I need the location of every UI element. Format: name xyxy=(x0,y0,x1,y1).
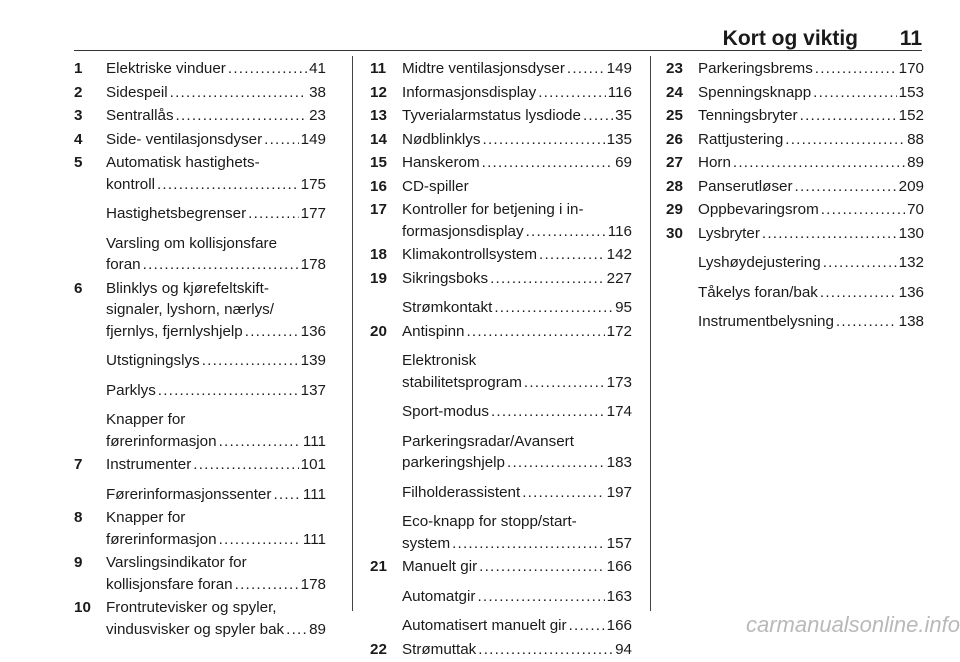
entry-line xyxy=(106,321,326,343)
entry-text: Informasjonsdisplay xyxy=(402,83,537,101)
page-reference: 197 xyxy=(606,483,632,501)
entry-text: Eco-knapp for stopp/start- xyxy=(402,513,577,530)
watermark: carmanualsonline.info xyxy=(745,612,960,637)
dot-leader xyxy=(482,152,613,174)
dot-leader xyxy=(264,129,298,151)
entry-text: Tenningsbryter xyxy=(698,107,798,124)
entry-line xyxy=(698,58,924,80)
entry-text: Parklys xyxy=(106,381,156,399)
entry-line xyxy=(106,254,326,276)
entry-text: Oppbevaringsrom xyxy=(698,201,819,218)
entry-text: Utstigningslys xyxy=(106,352,200,369)
entry-number: 8 xyxy=(74,509,83,526)
entry-text: Spenningsknapp xyxy=(698,83,812,101)
entry-text: Blinklys og kjørefeltskift- xyxy=(106,279,269,297)
entry-text: Strømuttak xyxy=(402,640,477,658)
entry-number: 11 xyxy=(370,60,387,77)
entry-line xyxy=(106,350,326,372)
index-entry xyxy=(74,454,326,476)
dot-leader xyxy=(494,297,613,319)
entry-text: Side- ventilasjonsdyser xyxy=(106,130,263,148)
entry-number: 30 xyxy=(666,224,683,242)
entry-line xyxy=(106,129,326,151)
entry-line xyxy=(402,82,632,104)
entry-text: Frontrutevisker og spyler, xyxy=(106,599,277,616)
dot-leader xyxy=(143,254,299,276)
dot-leader xyxy=(483,129,605,151)
page-number: 11 xyxy=(899,27,922,50)
entry-text: Sport-modus xyxy=(402,403,489,420)
page-reference: 111 xyxy=(302,530,326,548)
index-entry xyxy=(666,223,924,245)
page-reference: 149 xyxy=(606,60,632,77)
index-subentry xyxy=(370,511,632,554)
entry-line xyxy=(106,619,326,641)
entry-text: kontroll xyxy=(106,175,155,193)
entry-line xyxy=(106,409,326,431)
page-reference: 138 xyxy=(898,313,924,330)
page-reference: 152 xyxy=(898,107,924,124)
page-reference: 139 xyxy=(300,352,326,369)
entry-text: formasjonsdisplay xyxy=(402,222,524,240)
index-subentry xyxy=(370,431,632,474)
page-reference: 178 xyxy=(300,256,326,273)
entry-line xyxy=(402,297,632,319)
index-subentry xyxy=(74,484,326,506)
index-entry xyxy=(74,105,326,127)
index-column-2 xyxy=(370,58,632,662)
index-entry xyxy=(666,82,924,104)
entry-text: signaler, lyshorn, nærlys/ xyxy=(106,301,274,318)
entry-text: Sikringsboks xyxy=(402,269,489,287)
dot-leader xyxy=(762,223,897,245)
page-reference: 101 xyxy=(300,456,326,473)
dot-leader xyxy=(286,619,307,641)
index-entry xyxy=(370,199,632,242)
page-reference: 227 xyxy=(606,269,632,287)
entry-line xyxy=(106,574,326,596)
entry-line xyxy=(106,552,326,574)
entry-line xyxy=(106,529,326,551)
entry-text: parkeringshjelp xyxy=(402,454,505,471)
page-reference: 157 xyxy=(606,534,632,552)
entry-text: Instrumenter xyxy=(106,456,192,473)
dot-leader xyxy=(491,401,605,423)
page-reference: 69 xyxy=(615,154,632,171)
entry-line xyxy=(698,82,924,104)
page-reference: 163 xyxy=(606,587,632,605)
dot-leader xyxy=(248,203,299,225)
index-subentry xyxy=(370,586,632,608)
entry-text: Kontroller for betjening i in- xyxy=(402,201,584,218)
entry-line xyxy=(402,615,632,637)
entry-text: førerinformasjon xyxy=(106,432,217,450)
entry-line xyxy=(402,372,632,394)
entry-line xyxy=(698,282,924,304)
entry-number: 28 xyxy=(666,177,683,195)
entry-line xyxy=(106,431,326,453)
entry-line xyxy=(402,268,632,290)
entry-text: Førerinformasjonssenter xyxy=(106,485,272,503)
page-reference: 136 xyxy=(898,283,924,301)
index-column-1 xyxy=(74,58,326,642)
entry-line xyxy=(106,152,326,174)
index-entry xyxy=(370,58,632,80)
entry-line xyxy=(402,482,632,504)
entry-text: Instrumentbelysning xyxy=(698,313,834,330)
page-reference: 23 xyxy=(309,107,326,124)
entry-text: vindusvisker og spyler bak xyxy=(106,620,285,638)
entry-text: Manuelt gir xyxy=(402,558,478,575)
entry-number: 19 xyxy=(370,269,387,287)
index-entry xyxy=(370,152,632,174)
entry-line xyxy=(402,511,632,533)
index-subentry xyxy=(370,482,632,504)
page-reference: 183 xyxy=(606,454,632,471)
index-subentry xyxy=(370,615,632,637)
index-subentry xyxy=(370,350,632,393)
entry-line xyxy=(402,533,632,555)
index-entry xyxy=(74,152,326,195)
dot-leader xyxy=(522,482,604,504)
index-entry xyxy=(74,58,326,80)
dot-leader xyxy=(526,221,606,243)
entry-text: Sidespeil xyxy=(106,83,168,101)
dot-leader xyxy=(539,244,605,266)
index-subentry xyxy=(370,297,632,319)
page-reference: 89 xyxy=(907,154,924,171)
page-reference: 132 xyxy=(898,254,924,271)
entry-line xyxy=(402,176,632,198)
page-reference: 175 xyxy=(300,175,326,193)
index-subentry xyxy=(74,409,326,452)
page-reference: 178 xyxy=(300,575,326,593)
index-entry xyxy=(666,176,924,198)
entry-line xyxy=(698,199,924,221)
entry-number: 23 xyxy=(666,60,683,77)
page-reference: 111 xyxy=(302,432,326,450)
entry-text: Parkeringsradar/Avansert xyxy=(402,432,574,450)
entry-line xyxy=(698,105,924,127)
entry-text: Knapper for xyxy=(106,509,186,526)
dot-leader xyxy=(193,454,298,476)
entry-line xyxy=(402,199,632,221)
entry-text: Lyshøydejustering xyxy=(698,254,821,271)
entry-line xyxy=(402,221,632,243)
dot-leader xyxy=(235,574,299,596)
index-entry xyxy=(74,278,326,343)
index-entry xyxy=(370,321,632,343)
entry-text: fjernlys, fjernlyshjelp xyxy=(106,322,243,340)
dot-leader xyxy=(836,311,897,333)
entry-number: 14 xyxy=(370,130,387,148)
entry-line xyxy=(698,223,924,245)
entry-text: Elektriske vinduer xyxy=(106,60,226,77)
index-subentry xyxy=(666,282,924,304)
entry-line xyxy=(106,484,326,506)
entry-line xyxy=(698,252,924,274)
entry-number: 16 xyxy=(370,177,387,195)
page-reference: 173 xyxy=(606,373,632,391)
page-reference: 89 xyxy=(309,620,326,638)
entry-text: Parkeringsbrems xyxy=(698,60,813,77)
entry-text: Nødblinklys xyxy=(402,130,481,148)
entry-text: Tåkelys foran/bak xyxy=(698,283,818,301)
entry-line xyxy=(698,176,924,198)
index-entry xyxy=(74,552,326,595)
dot-leader xyxy=(452,533,605,555)
entry-number: 1 xyxy=(74,60,83,77)
entry-line xyxy=(106,507,326,529)
entry-text: Automatisk hastighets- xyxy=(106,154,260,171)
entry-text: Rattjustering xyxy=(698,130,784,148)
entry-text: Filholderassistent xyxy=(402,483,521,501)
entry-number: 21 xyxy=(370,558,387,575)
page-header xyxy=(74,22,922,51)
index-entry xyxy=(370,268,632,290)
entry-line xyxy=(402,350,632,372)
entry-line xyxy=(402,58,632,80)
dot-leader xyxy=(219,529,301,551)
page-reference: 116 xyxy=(607,83,632,101)
entry-line xyxy=(698,129,924,151)
index-entry xyxy=(74,597,326,640)
entry-line xyxy=(402,431,632,453)
entry-text: Elektronisk xyxy=(402,352,477,369)
entry-line xyxy=(402,105,632,127)
entry-line xyxy=(106,454,326,476)
entry-number: 7 xyxy=(74,456,83,473)
index-entry xyxy=(370,244,632,266)
page-reference: 38 xyxy=(309,83,326,101)
entry-number: 18 xyxy=(370,246,387,263)
entry-line xyxy=(402,321,632,343)
entry-number: 24 xyxy=(666,83,683,101)
index-subentry xyxy=(666,252,924,274)
dot-leader xyxy=(583,105,613,127)
page-reference: 170 xyxy=(898,60,924,77)
page-reference: 166 xyxy=(606,617,632,634)
dot-leader xyxy=(273,484,300,506)
entry-text: førerinformasjon xyxy=(106,530,217,548)
entry-text: Hastighetsbegrenser xyxy=(106,205,247,222)
dot-leader xyxy=(170,82,307,104)
entry-number: 2 xyxy=(74,83,83,101)
dot-leader xyxy=(202,350,299,372)
entry-text: system xyxy=(402,534,451,552)
dot-leader xyxy=(820,282,897,304)
dot-leader xyxy=(821,199,905,221)
entry-text: Varslingsindikator for xyxy=(106,554,247,571)
entry-number: 9 xyxy=(74,554,83,571)
dot-leader xyxy=(785,129,905,151)
dot-leader xyxy=(245,321,299,343)
index-subentry xyxy=(74,350,326,372)
index-entry xyxy=(74,82,326,104)
entry-number: 4 xyxy=(74,130,83,148)
dot-leader xyxy=(466,321,604,343)
entry-text: foran xyxy=(106,256,141,273)
entry-line xyxy=(402,556,632,578)
entry-line xyxy=(106,174,326,196)
entry-text: Klimakontrollsystem xyxy=(402,246,538,263)
page-reference: 35 xyxy=(615,107,632,124)
column-divider xyxy=(352,56,353,611)
dot-leader xyxy=(219,431,301,453)
page-reference: 41 xyxy=(309,60,326,77)
page-reference: 177 xyxy=(300,205,326,222)
entry-number: 20 xyxy=(370,322,387,340)
page-reference: 116 xyxy=(607,222,632,240)
entry-line xyxy=(402,586,632,608)
entry-number: 29 xyxy=(666,201,683,218)
entry-text: Horn xyxy=(698,154,731,171)
dot-leader xyxy=(567,58,605,80)
dot-leader xyxy=(795,176,897,198)
dot-leader xyxy=(823,252,897,274)
entry-text: stabilitetsprogram xyxy=(402,373,522,391)
entry-line xyxy=(106,233,326,255)
entry-text: CD-spiller xyxy=(402,177,469,195)
page-reference: 111 xyxy=(302,485,326,503)
page-reference: 95 xyxy=(615,299,632,316)
entry-number: 27 xyxy=(666,154,683,171)
entry-number: 26 xyxy=(666,130,683,148)
page-reference: 135 xyxy=(606,130,632,148)
entry-text: Midtre ventilasjonsdyser xyxy=(402,60,565,77)
entry-line xyxy=(106,58,326,80)
index-subentry xyxy=(666,311,924,333)
entry-number: 5 xyxy=(74,154,83,171)
index-subentry xyxy=(74,203,326,225)
entry-line xyxy=(106,82,326,104)
entry-number: 17 xyxy=(370,201,387,218)
section-title: Kort og viktig xyxy=(722,27,858,50)
entry-line xyxy=(402,244,632,266)
entry-text: Sentrallås xyxy=(106,107,174,124)
page-reference: 209 xyxy=(898,177,924,195)
entry-text: Strømkontakt xyxy=(402,299,493,316)
dot-leader xyxy=(800,105,897,127)
dot-leader xyxy=(477,586,604,608)
index-entry xyxy=(370,105,632,127)
entry-text: Lysbryter xyxy=(698,224,760,242)
page-reference: 94 xyxy=(615,640,632,658)
page-reference: 166 xyxy=(606,558,632,575)
entry-text: Panserutløser xyxy=(698,177,793,195)
dot-leader xyxy=(538,82,606,104)
dot-leader xyxy=(228,58,307,80)
index-entry xyxy=(370,176,632,198)
entry-line xyxy=(698,152,924,174)
entry-number: 25 xyxy=(666,107,683,124)
dot-leader xyxy=(157,174,299,196)
entry-line xyxy=(698,311,924,333)
entry-number: 13 xyxy=(370,107,387,124)
index-entry xyxy=(74,129,326,151)
dot-leader xyxy=(813,82,896,104)
page-reference: 142 xyxy=(606,246,632,263)
entry-line xyxy=(106,299,326,321)
column-divider xyxy=(650,56,651,611)
entry-text: Tyverialarmstatus lysdiode xyxy=(402,107,581,124)
index-entry xyxy=(666,105,924,127)
entry-text: kollisjonsfare foran xyxy=(106,575,233,593)
entry-line xyxy=(106,203,326,225)
entry-text: Automatisert manuelt gir xyxy=(402,617,567,634)
page-reference: 153 xyxy=(898,83,924,101)
index-entry xyxy=(370,82,632,104)
index-subentry xyxy=(370,401,632,423)
entry-text: Automatgir xyxy=(402,587,476,605)
entry-number: 6 xyxy=(74,279,83,297)
page-reference: 174 xyxy=(606,403,632,420)
entry-number: 15 xyxy=(370,154,387,171)
index-entry xyxy=(370,129,632,151)
index-entry xyxy=(666,129,924,151)
page-reference: 88 xyxy=(907,130,924,148)
entry-text: Antispinn xyxy=(402,322,465,340)
index-entry xyxy=(666,199,924,221)
entry-text: Knapper for xyxy=(106,411,186,428)
index-entry xyxy=(666,152,924,174)
entry-number: 12 xyxy=(370,83,387,101)
entry-number: 22 xyxy=(370,640,387,658)
dot-leader xyxy=(158,380,299,402)
dot-leader xyxy=(479,556,605,578)
entry-line xyxy=(106,380,326,402)
index-subentry xyxy=(74,380,326,402)
page-reference: 137 xyxy=(300,381,326,399)
entry-text: Hanskerom xyxy=(402,154,480,171)
entry-number: 3 xyxy=(74,107,83,124)
page-reference: 136 xyxy=(300,322,326,340)
entry-line xyxy=(402,401,632,423)
entry-text: Varsling om kollisjonsfare xyxy=(106,234,278,252)
dot-leader xyxy=(490,268,605,290)
dot-leader xyxy=(176,105,308,127)
entry-number: 10 xyxy=(74,599,91,616)
entry-line xyxy=(106,278,326,300)
index-column-3 xyxy=(666,58,924,335)
entry-line xyxy=(402,152,632,174)
dot-leader xyxy=(733,152,905,174)
dot-leader xyxy=(524,372,605,394)
dot-leader xyxy=(815,58,897,80)
index-entry xyxy=(74,507,326,550)
index-entry xyxy=(370,556,632,578)
page-reference: 149 xyxy=(300,130,326,148)
entry-line xyxy=(106,105,326,127)
dot-leader xyxy=(569,615,605,637)
index-entry xyxy=(666,58,924,80)
page-reference: 70 xyxy=(907,201,924,218)
entry-line xyxy=(402,452,632,474)
dot-leader xyxy=(507,452,605,474)
page-reference: 172 xyxy=(606,322,632,340)
page-reference: 130 xyxy=(898,224,924,242)
entry-line xyxy=(402,129,632,151)
entry-line xyxy=(106,597,326,619)
index-subentry xyxy=(74,233,326,276)
